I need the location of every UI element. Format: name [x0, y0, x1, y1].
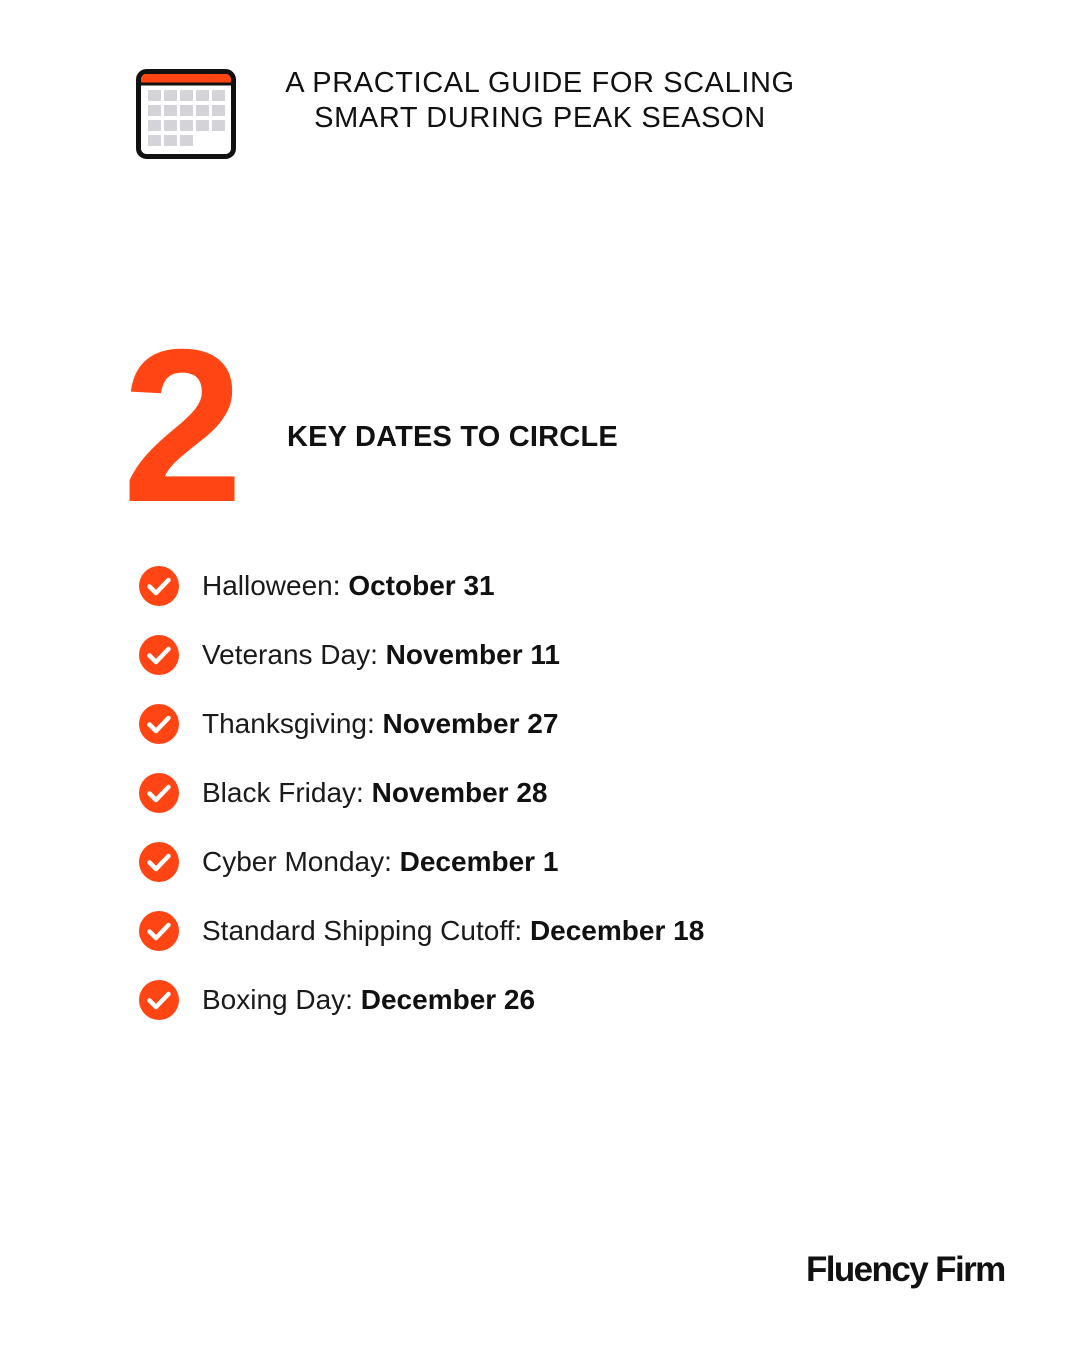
- date-label: Boxing Day:: [202, 984, 361, 1015]
- date-value: December 1: [399, 846, 559, 877]
- list-item: [138, 566, 704, 606]
- date-value: December 18: [529, 915, 705, 946]
- list-item: [138, 842, 704, 882]
- date-label: Standard Shipping Cutoff:: [202, 915, 530, 946]
- date-label: Halloween:: [202, 570, 349, 601]
- date-value: November 27: [382, 708, 559, 739]
- page-title-line-1: A PRACTICAL GUIDE FOR SCALING: [285, 67, 795, 99]
- date-value: November 28: [371, 777, 548, 808]
- date-text: [202, 570, 495, 602]
- date-value: December 26: [360, 984, 536, 1015]
- section-heading: KEY DATES TO CIRCLE: [287, 421, 618, 453]
- date-label: Cyber Monday:: [202, 846, 400, 877]
- page-title: [240, 66, 840, 136]
- list-item: [138, 980, 704, 1020]
- date-text: [202, 915, 704, 947]
- check-circle-icon: [138, 634, 180, 676]
- date-label: Thanksgiving:: [202, 708, 383, 739]
- date-value: October 31: [348, 570, 495, 601]
- date-label: Veterans Day:: [202, 639, 386, 670]
- date-text: [202, 984, 535, 1016]
- brand-logo: Fluency Firm: [806, 1250, 1005, 1289]
- key-dates-list: [138, 566, 704, 1049]
- list-item: [138, 773, 704, 813]
- date-text: [202, 708, 558, 740]
- check-circle-icon: [138, 565, 180, 607]
- check-circle-icon: [138, 841, 180, 883]
- check-circle-icon: [138, 772, 180, 814]
- date-text: [202, 639, 560, 671]
- list-item: [138, 704, 704, 744]
- date-text: [202, 777, 547, 809]
- date-label: Black Friday:: [202, 777, 372, 808]
- list-item: [138, 911, 704, 951]
- page-title-line-2: SMART DURING PEAK SEASON: [314, 102, 766, 134]
- calendar-icon: [136, 69, 236, 159]
- check-circle-icon: [138, 910, 180, 952]
- check-circle-icon: [138, 703, 180, 745]
- check-circle-icon: [138, 979, 180, 1021]
- section-number: 2: [122, 305, 240, 548]
- list-item: [138, 635, 704, 675]
- date-value: November 11: [385, 639, 560, 670]
- date-text: [202, 846, 558, 878]
